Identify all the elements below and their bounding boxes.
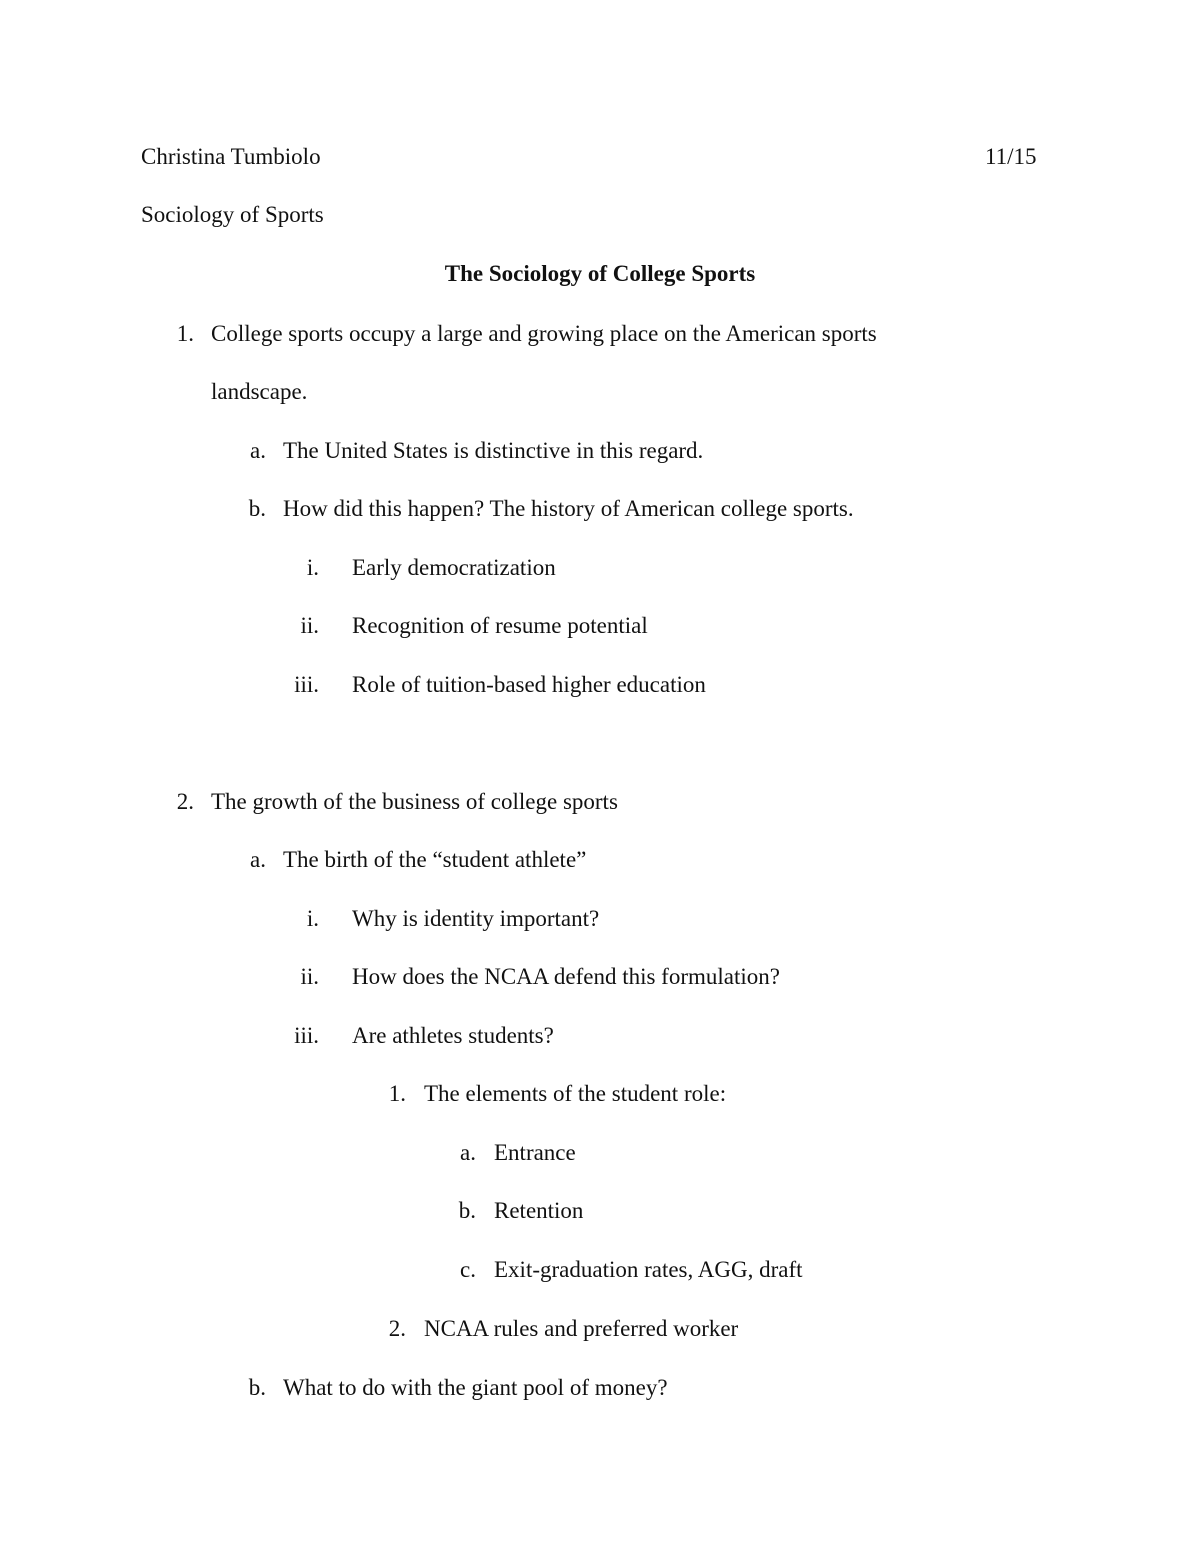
outline-marker: b. — [248, 1375, 266, 1400]
outline-marker: c. — [460, 1257, 476, 1282]
outline-marker: iii. — [294, 672, 319, 697]
outline-marker: i. — [306, 555, 319, 580]
outline-marker: i. — [306, 906, 319, 931]
outline-item-text: Retention — [494, 1198, 584, 1223]
outline-item-text: Entrance — [494, 1140, 576, 1165]
outline-item-text: College sports occupy a large and growing place on the American sports — [211, 321, 877, 346]
outline-item-text: The United States is distinctive in this regard. — [283, 438, 704, 463]
outline-marker: a. — [250, 438, 266, 463]
outline-marker: 1. — [176, 321, 194, 346]
author-name: Christina Tumbiolo — [141, 144, 321, 169]
outline-marker: a. — [250, 847, 266, 872]
outline-item-text: NCAA rules and preferred worker — [424, 1316, 739, 1341]
outline-marker: 2. — [388, 1316, 406, 1341]
outline-marker: b. — [458, 1198, 476, 1223]
outline-item-text: Exit-graduation rates, AGG, draft — [494, 1257, 803, 1282]
document-title: The Sociology of College Sports — [444, 261, 756, 286]
outline-marker: a. — [460, 1140, 476, 1165]
outline-marker: iii. — [294, 1023, 319, 1048]
outline-item-text: How does the NCAA defend this formulation? — [352, 964, 780, 989]
outline-item-text: Are athletes students? — [352, 1023, 554, 1048]
outline-item-text: The elements of the student role: — [424, 1081, 727, 1106]
outline-item-text: What to do with the giant pool of money? — [283, 1375, 668, 1400]
outline-item-text: Role of tuition-based higher education — [352, 672, 706, 697]
outline-item-text: Recognition of resume potential — [352, 613, 648, 638]
outline-marker: b. — [248, 496, 266, 521]
outline-marker: ii. — [300, 613, 319, 638]
outline-item-text: The birth of the “student athlete” — [283, 847, 587, 872]
outline-marker: 2. — [176, 789, 194, 814]
outline-item-text: Why is identity important? — [352, 906, 600, 931]
outline-item-text: Early democratization — [352, 555, 556, 580]
document-date: 11/15 — [985, 144, 1037, 169]
outline-item-text: landscape. — [211, 379, 308, 404]
course-name: Sociology of Sports — [141, 202, 324, 227]
outline-item-text: The growth of the business of college sports — [211, 789, 618, 814]
outline-marker: ii. — [300, 964, 319, 989]
outline-marker: 1. — [388, 1081, 406, 1106]
outline-item-text: How did this happen? The history of American college sports. — [283, 496, 854, 521]
